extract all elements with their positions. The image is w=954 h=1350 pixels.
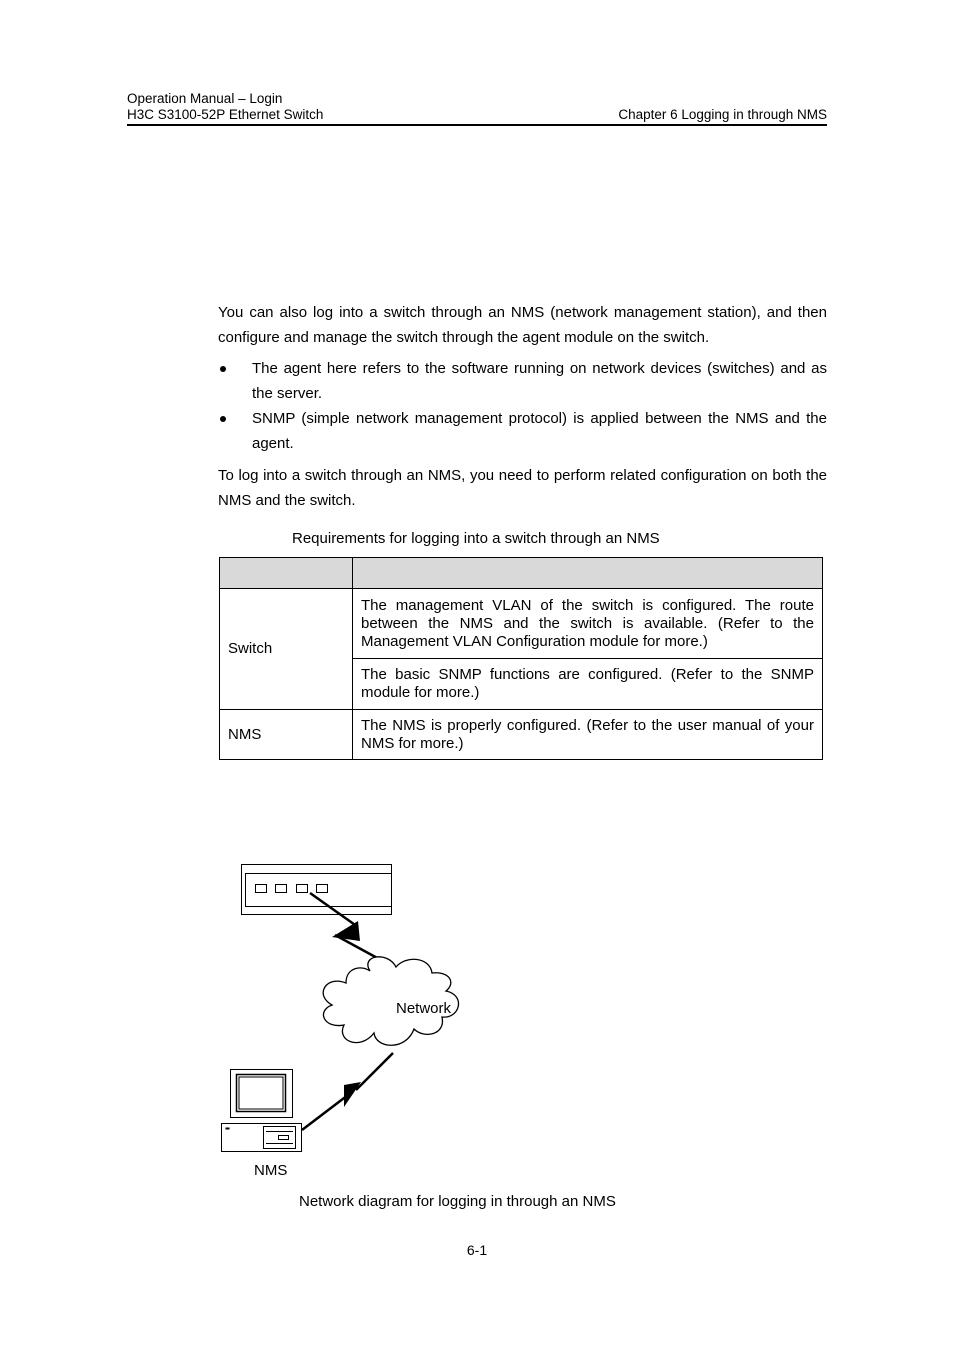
config-note-paragraph: To log into a switch through an NMS, you need to perform related configuration on both the NMS and the switch.	[218, 467, 827, 509]
bullet-dot	[220, 366, 226, 372]
table-header-row	[220, 558, 823, 589]
intro-paragraph: You can also log into a switch through an NMS (network management station), and then configure and manage the switch through the agent module on the switch.	[218, 304, 827, 346]
bullet-item-snmp: SNMP (simple network management protocol) is applied between the NMS and the agent.	[252, 410, 827, 452]
table-row	[220, 589, 823, 659]
table-cell-object-switch: Switch	[220, 589, 353, 710]
manual-title: Operation Manual – Login	[127, 91, 283, 106]
network-label: Network	[396, 1000, 452, 1017]
page-number: 6-1	[466, 1242, 488, 1258]
product-name: H3C S3100-52P Ethernet Switch	[127, 107, 324, 122]
table-row	[220, 710, 823, 760]
switch-icon	[242, 865, 392, 915]
table-header-requirements	[353, 558, 823, 589]
nms-label: NMS	[254, 1162, 288, 1179]
figure-caption: Network diagram for logging in through an NMS	[299, 1193, 616, 1210]
header-rule	[127, 124, 827, 126]
table-caption: Requirements for logging into a switch through an NMS	[292, 530, 660, 547]
table-cell-requirement: The NMS is properly configured. (Refer to the user manual of your NMS for more.)	[353, 710, 823, 760]
network-diagram	[210, 855, 510, 1190]
chapter-title: Chapter 6 Logging in through NMS	[618, 107, 827, 122]
table-cell-requirement: The basic SNMP functions are configured. (Refer to the SNMP module for more.)	[353, 659, 823, 710]
link-network-nms	[302, 1053, 393, 1130]
nms-computer-icon	[222, 1070, 302, 1152]
table-cell-object-nms: NMS	[220, 710, 353, 760]
bullet-dot	[220, 416, 226, 422]
table-cell-requirement: The management VLAN of the switch is configured. The route between the NMS and the switch is available. (Refer to the Management VLAN Configuration module for more.)	[353, 589, 823, 659]
requirements-table	[219, 557, 823, 760]
table-header-object	[220, 558, 353, 589]
bullet-item-agent: The agent here refers to the software running on network devices (switches) and as the server.	[252, 360, 827, 402]
